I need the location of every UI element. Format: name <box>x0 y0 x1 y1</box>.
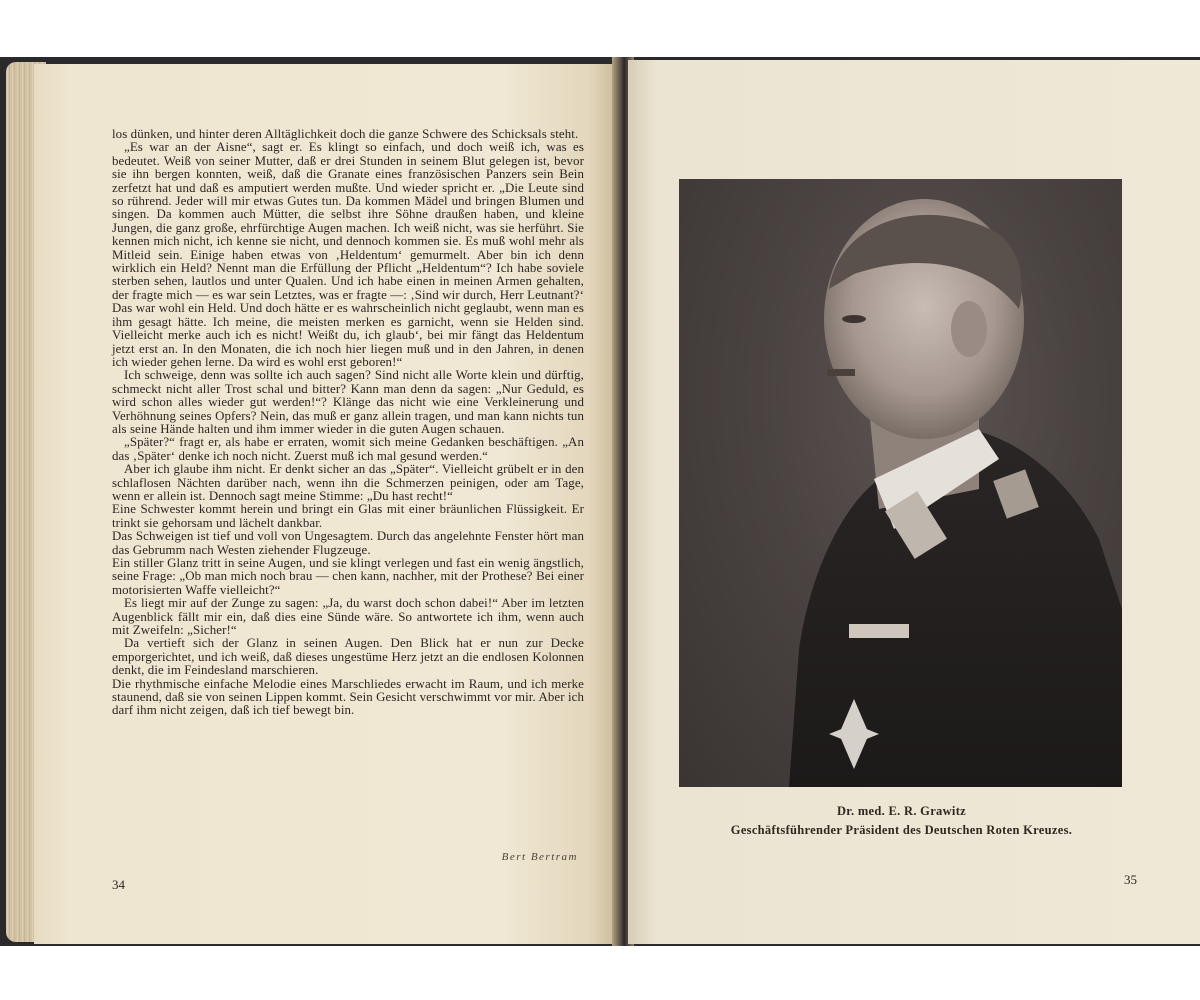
portrait-photo <box>679 179 1122 787</box>
caption-name: Dr. med. E. R. Grawitz <box>836 804 967 818</box>
paragraph: Die rhythmische einfache Melodie eines Marschliedes erwacht im Raum, und ich merke staunend, daß sie von seinen Lippen kommt. Sein Gesicht verschwimmt vor mir. Aber ich darf ihm nicht zeigen, daß ich tief bewegt bin. <box>112 676 584 718</box>
paragraph: „Es war an der Aisne“, sagt er. Es klingt so einfach, und doch weiß ich, was es bedeutet. Weiß von seiner Mutter, daß er drei Stunden in seinem Blut gelegen ist, bevor sie ihn bergen konnten, weiß, daß die Granate eines französischen Panzers sein Bein zerfetzt hat und daß es amputiert werden mußte. Und wieder spricht er. „Die Leute sind so rührend. Jeder will mir etwas Gutes tun. Da kommen Mädel und bringen Blumen und singen. Da kommen auch Mütter, die selbst ihre Söhne draußen haben, und kleine Jungen, die ganz große, ehrfürchtige Augen machen. Ich weiß nicht, was sie herführt. Sie kennen mich nicht, ich kenne sie nicht, und dennoch kommen sie. Es muß wohl mehr als Mitleid sein. Einige haben etwas von ‚Heldentum‘ gemurmelt. Aber bin ich denn wirklich ein Held? Nennt man die Erfüllung der Pflicht „Heldentum“? Ich habe soviele sterben sehen, lautlos und unter Qualen. Und ich habe einen in meinen Armen gehalten, der fragte mich — es war sein Letztes, was er fragte —: ‚Sind wir durch, Herr Leutnant?‘ Das war wohl ein Held. Und doch hätte er es wahrscheinlich nicht geglaubt, wenn man es ihm gesagt hätte. Ich meine, die meisten merken es garnicht, wenn sie Helden sind. Vielleicht merke auch ich es nicht! Weißt du, ich glaub‘, bei mir fängt das Heldentum jetzt erst an. In den Monaten, die ich noch hier liegen muß und in den Jahren, in denen ich wieder gehen lerne. Da wird es wohl erst geboren!“ <box>112 140 584 369</box>
caption-title: Geschäftsführender Präsident des Deutschen Roten Kreuzes. <box>730 823 1073 837</box>
paragraph: „Später?“ fragt er, als habe er erraten, womit sich meine Gedanken beschäftigen. „An das ‚Später‘ denke ich noch nicht. Zuerst muß ich mal gesund werden.“ <box>112 435 584 463</box>
page-number-right: 35 <box>1124 872 1137 887</box>
author-signature: Bert Bertram <box>501 851 578 863</box>
paragraph: Das Schweigen ist tief und voll von Ungesagtem. Durch das angelehnte Fenster hört man das Gebrumm nach Westen ziehender Flugzeuge. <box>112 529 584 557</box>
paragraph: Ein stiller Glanz tritt in seine Augen, und sie klingt verlegen und fast ein wenig ängstlich, seine Frage: „Ob man mich noch brau — chen kann, nachher, mit der Prothese? Bei einer motorisierten Waffe vielleicht?“ <box>112 556 584 597</box>
photo-caption <box>680 802 1123 840</box>
paragraph: los dünken, und hinter deren Alltäglichkeit doch die ganze Schwere des Schicksals steht. <box>112 127 579 141</box>
paragraph: Ich schweige, denn was sollte ich auch sagen? Sind nicht alle Worte klein und dürftig, schmeckt nicht aller Trost schal und bitter? Kann man denn da sagen: „Nur Geduld, es wird schon alles wieder gut werden!“? Klänge das nicht wie eine Verkleinerung und Verhöhnung seines Opfers? Nein, das muß er ganz allein tragen, und man kann nichts tun als seine Hände halten und ihm immer wieder in die guten Augen schauen. <box>112 368 584 436</box>
page-number-left: 34 <box>112 877 125 892</box>
article-text <box>112 128 584 718</box>
portrait-photo-icon <box>679 179 1122 787</box>
paragraph: Da vertieft sich der Glanz in seinen Augen. Den Blick hat er nun zur Decke emporgerichtet, und ich weiß, daß dieses ungestüme Herz jetzt an die endlosen Kolonnen denkt, die im Feindesland marschieren. <box>112 636 584 678</box>
paragraph: Eine Schwester kommt herein und bringt ein Glas mit einer bräunlichen Flüssigkeit. Er trinkt sie gehorsam und lächelt dankbar. <box>112 502 584 530</box>
paragraph: Aber ich glaube ihm nicht. Er denkt sicher an das „Später“. Vielleicht grübelt er in den schlaflosen Nächten darüber nach, wenn ihn die Schmerzen peinigen, oder am Tage, wenn er allein ist. Dennoch sagt meine Stimme: „Du hast recht!“ <box>112 462 584 503</box>
paragraph: Es liegt mir auf der Zunge zu sagen: „Ja, du warst doch schon dabei!“ Aber im letzten Augenblick fällt mir ein, daß dies eine Sünde wäre. So antwortete ich ihm, wenn auch mit Zweifeln: „Sicher!“ <box>112 596 584 638</box>
